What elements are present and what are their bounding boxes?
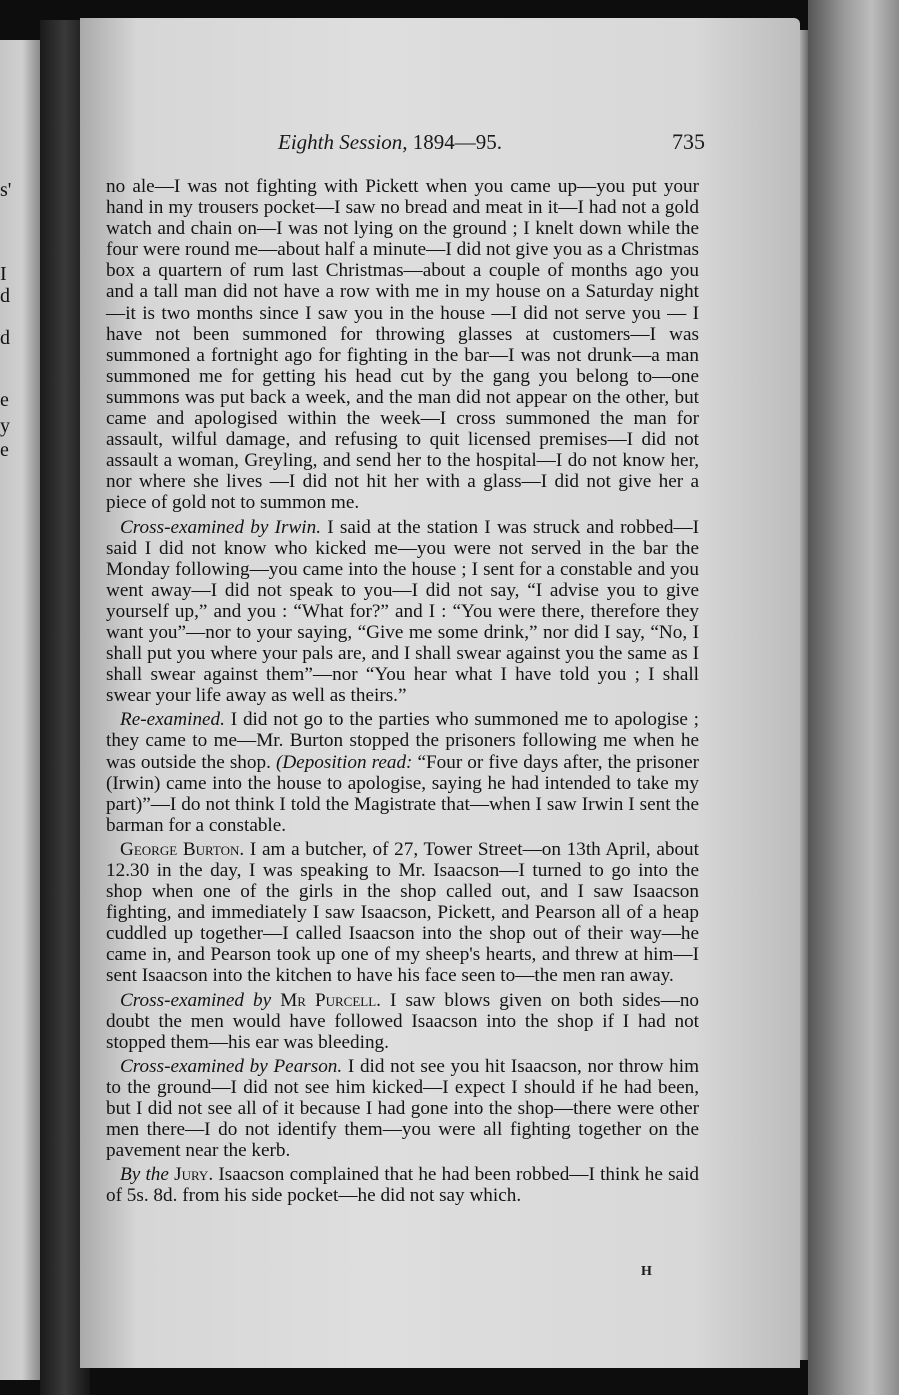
body-text: [106, 176, 699, 1207]
deposition-label: (Deposition read:: [275, 751, 413, 773]
margin-fragment: d: [0, 285, 10, 307]
running-head-years: 1894—95.: [412, 130, 502, 154]
page-number: 735: [672, 129, 705, 154]
margin-fragment: e: [0, 439, 9, 461]
facing-page-edge: [0, 40, 40, 1380]
counsel-name: Mr Purcell.: [280, 989, 381, 1011]
paragraph: Cross-examined by Irwin. I said at the station I was struck and robbed—I said I did not know who kicked me—you were not served in the bar the Monday following—you came into the house ; I sent for a constable and you went away—I did not speak to you—I did not say, “I advise you to give yourself up,” and you : “What for?” and I : “You were there, therefore they want you”—nor to your saying, “Give me some drink,” nor did I say, “No, I shall put you where your pals are, and I shall swear against you the same as I shall swear against them”—nor “You hear what I have told you ; I shall swear your life away as well as theirs.”: [106, 516, 700, 707]
examination-label: Cross-examined by Pearson.: [120, 1055, 343, 1077]
running-head: [278, 130, 502, 155]
signature-mark: H: [641, 1264, 652, 1279]
running-head-title: Eighth Session,: [278, 130, 408, 154]
margin-fragment: d: [0, 327, 10, 349]
paragraph: no ale—I was not fighting with Pickett when you came up—you put your hand in my trousers pocket—I saw no bread and meat in it—I had not a gold watch and chain on—I was not lying on the ground ; I knelt down while the four were round me—about half a minute—I did not give you as a Christmas box a quartern of rum last Christmas—about a couple of months ago you and a tall man did not have a row with me in my house on a Saturday night—it is two months since I saw you in the house —I did not serve you — I have not been summoned for throwing glasses at customers—I was summoned a fortnight ago for fighting in the bar—I was not drunk—a man summoned me for getting his head cut by the gang you belong to—one summons was put back a week, and the man did not appear on the other, but came and apologised within the week—I cross summoned the man for assault, wilful damage, and refusing to quit licensed premises—I did not assault a woman, Greyling, and send her to the hospital—I do not know her, nor where she lives —I did not hit her with a glass—I did not give her a piece of gold not to summon me.: [106, 176, 699, 514]
background-right: [808, 0, 899, 1395]
paragraph: Cross-examined by Mr Purcell. I saw blows given on both sides—no doubt the men would have followed Isaacson into the shop if I had not stopped them—his ear was bleeding.: [106, 989, 700, 1053]
examination-label: By the: [120, 1164, 169, 1186]
margin-fragment: e: [0, 389, 9, 411]
margin-fragment: s': [0, 179, 12, 201]
examination-label: Cross-examined by: [120, 989, 272, 1011]
examination-label: Re-examined.: [120, 709, 225, 731]
witness-name: George Burton.: [120, 838, 245, 860]
paragraph: By the Jury. Isaacson complained that he had been robbed—I think he said of 5s. 8d. from his side pocket—he did not say which.: [106, 1164, 699, 1207]
examination-label: Cross-examined by Irwin.: [120, 516, 321, 538]
margin-fragment: I: [0, 263, 7, 285]
margin-fragment: y: [0, 415, 10, 437]
paragraph: George Burton. I am a butcher, of 27, Tower Street—on 13th April, about 12.30 in the day, I was speaking to Mr. Isaacson—I turned to go into the shop when one of the girls in the shop called out, and I saw Isaacson fighting, and immediately I saw Isaacson, Pickett, and Pearson all of a heap cuddled up together—I called Isaacson into the shop out of their way—he came in, and Pearson took up one of my sheep's hearts, and threw at him—I sent Isaacson into the kitchen to have his face seen to—the men ran away.: [106, 838, 699, 987]
jury-label: Jury.: [174, 1164, 214, 1186]
paragraph: Cross-examined by Pearson. I did not see you hit Isaacson, nor throw him to the ground—I did not see him kicked—I expect I should if he had been, but I did not see all of it because I had gone into the shop—there were other men there—I do not identify them—you were all fighting together on the pavement near the kerb.: [106, 1055, 699, 1162]
paragraph: Re-examined. I did not go to the parties who summoned me to apologise ; they came to me—Mr. Burton stopped the prisoners following me when he was outside the shop. (Deposition read: “Four or five days after, the prisoner (Irwin) came into the house to apologise, saying he had intended to take my part)”—I do not think I told the Magistrate that—when I saw Irwin I sent the barman for a constable.: [106, 709, 700, 836]
